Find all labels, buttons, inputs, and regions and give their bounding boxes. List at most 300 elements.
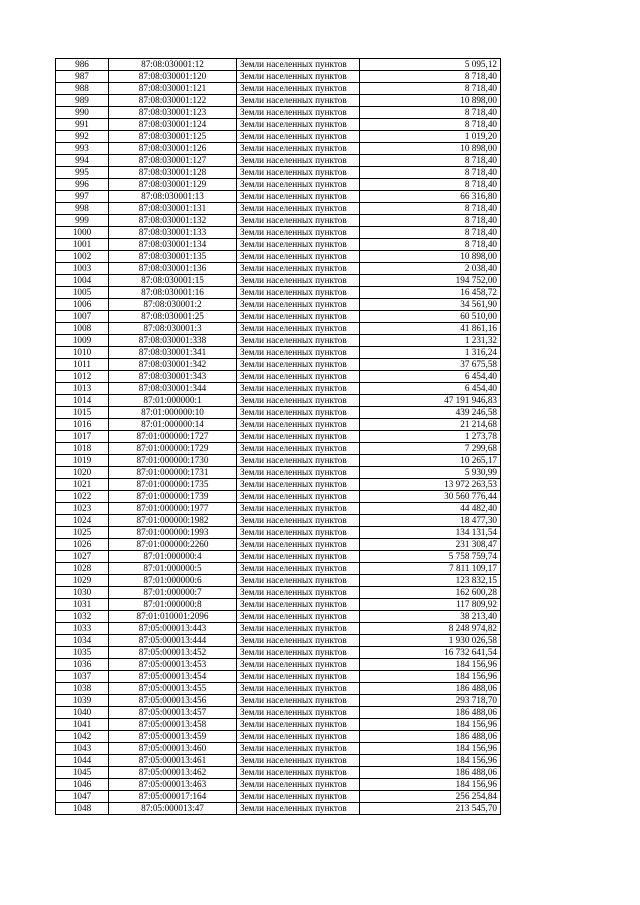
row-number-cell: 1029	[56, 575, 109, 587]
cadastral-value-cell: 16 732 641,54	[360, 647, 501, 659]
table-row	[56, 551, 501, 563]
cadastral-value-cell: 6 454,40	[360, 371, 501, 383]
land-category-cell: Земли населенных пунктов	[237, 95, 360, 107]
cadastral-number-cell: 87:08:030001:125	[109, 131, 237, 143]
table-row	[56, 71, 501, 83]
row-number-cell: 1041	[56, 719, 109, 731]
table-row	[56, 359, 501, 371]
cadastral-value-cell: 10 265,17	[360, 455, 501, 467]
cadastral-value-cell: 256 254,84	[360, 791, 501, 803]
cadastral-value-cell: 186 488,06	[360, 731, 501, 743]
table-row	[56, 215, 501, 227]
cadastral-number-cell: 87:01:000000:1730	[109, 455, 237, 467]
row-number-cell: 1022	[56, 491, 109, 503]
row-number-cell: 1043	[56, 743, 109, 755]
row-number-cell: 995	[56, 167, 109, 179]
land-category-cell: Земли населенных пунктов	[237, 359, 360, 371]
cadastral-value-cell: 5 930,99	[360, 467, 501, 479]
cadastral-number-cell: 87:01:000000:2260	[109, 539, 237, 551]
cadastral-number-cell: 87:05:000013:444	[109, 635, 237, 647]
cadastral-number-cell: 87:08:030001:128	[109, 167, 237, 179]
cadastral-number-cell: 87:01:000000:5	[109, 563, 237, 575]
row-number-cell: 1010	[56, 347, 109, 359]
cadastral-number-cell: 87:08:030001:123	[109, 107, 237, 119]
land-category-cell: Земли населенных пунктов	[237, 179, 360, 191]
row-number-cell: 997	[56, 191, 109, 203]
land-category-cell: Земли населенных пунктов	[237, 299, 360, 311]
cadastral-value-cell: 8 718,40	[360, 203, 501, 215]
row-number-cell: 1038	[56, 683, 109, 695]
table-row	[56, 95, 501, 107]
cadastral-number-cell: 87:08:030001:13	[109, 191, 237, 203]
cadastral-value-cell: 60 510,00	[360, 311, 501, 323]
row-number-cell: 1009	[56, 335, 109, 347]
table-row	[56, 335, 501, 347]
table-row	[56, 407, 501, 419]
table-row	[56, 155, 501, 167]
row-number-cell: 986	[56, 59, 109, 71]
cadastral-value-cell: 1 930 026,58	[360, 635, 501, 647]
row-number-cell: 996	[56, 179, 109, 191]
cadastral-number-cell: 87:05:000013:452	[109, 647, 237, 659]
cadastral-value-cell: 10 898,00	[360, 143, 501, 155]
cadastral-value-cell: 8 718,40	[360, 167, 501, 179]
cadastral-value-cell: 8 718,40	[360, 215, 501, 227]
table-row	[56, 275, 501, 287]
cadastral-number-cell: 87:05:000013:455	[109, 683, 237, 695]
row-number-cell: 1014	[56, 395, 109, 407]
land-category-cell: Земли населенных пунктов	[237, 167, 360, 179]
land-category-cell: Земли населенных пунктов	[237, 371, 360, 383]
table-row	[56, 599, 501, 611]
land-category-cell: Земли населенных пунктов	[237, 791, 360, 803]
cadastral-number-cell: 87:01:000000:8	[109, 599, 237, 611]
cadastral-value-cell: 7 811 109,17	[360, 563, 501, 575]
land-category-cell: Земли населенных пунктов	[237, 323, 360, 335]
land-category-cell: Земли населенных пунктов	[237, 503, 360, 515]
row-number-cell: 1042	[56, 731, 109, 743]
cadastral-number-cell: 87:05:000013:463	[109, 779, 237, 791]
land-category-cell: Земли населенных пунктов	[237, 527, 360, 539]
land-category-cell: Земли населенных пунктов	[237, 743, 360, 755]
cadastral-value-cell: 184 156,96	[360, 755, 501, 767]
row-number-cell: 1026	[56, 539, 109, 551]
row-number-cell: 1025	[56, 527, 109, 539]
cadastral-number-cell: 87:05:000013:456	[109, 695, 237, 707]
land-category-cell: Земли населенных пунктов	[237, 395, 360, 407]
row-number-cell: 1024	[56, 515, 109, 527]
table-row	[56, 767, 501, 779]
row-number-cell: 1034	[56, 635, 109, 647]
table-body	[56, 59, 501, 815]
row-number-cell: 1011	[56, 359, 109, 371]
cadastral-number-cell: 87:05:000013:462	[109, 767, 237, 779]
row-number-cell: 1047	[56, 791, 109, 803]
row-number-cell: 1046	[56, 779, 109, 791]
land-category-cell: Земли населенных пунктов	[237, 803, 360, 815]
row-number-cell: 1000	[56, 227, 109, 239]
land-category-cell: Земли населенных пунктов	[237, 659, 360, 671]
table-row	[56, 791, 501, 803]
land-category-cell: Земли населенных пунктов	[237, 719, 360, 731]
cadastral-value-cell: 34 561,90	[360, 299, 501, 311]
cadastral-number-cell: 87:08:030001:132	[109, 215, 237, 227]
table-row	[56, 251, 501, 263]
cadastral-value-cell: 10 898,00	[360, 95, 501, 107]
cadastral-value-cell: 1 273,78	[360, 431, 501, 443]
cadastral-number-cell: 87:05:000013:453	[109, 659, 237, 671]
land-category-cell: Земли населенных пунктов	[237, 71, 360, 83]
cadastral-number-cell: 87:08:030001:129	[109, 179, 237, 191]
land-category-cell: Земли населенных пунктов	[237, 383, 360, 395]
cadastral-number-cell: 87:05:000013:443	[109, 623, 237, 635]
row-number-cell: 1023	[56, 503, 109, 515]
cadastral-number-cell: 87:05:000013:460	[109, 743, 237, 755]
table-row	[56, 419, 501, 431]
table-row	[56, 383, 501, 395]
table-row	[56, 467, 501, 479]
row-number-cell: 1039	[56, 695, 109, 707]
cadastral-number-cell: 87:08:030001:131	[109, 203, 237, 215]
table-row	[56, 803, 501, 815]
table-row	[56, 203, 501, 215]
table-row	[56, 491, 501, 503]
land-category-cell: Земли населенных пунктов	[237, 239, 360, 251]
table-row	[56, 287, 501, 299]
land-category-cell: Земли населенных пунктов	[237, 287, 360, 299]
table-row	[56, 611, 501, 623]
table-row	[56, 443, 501, 455]
table-row	[56, 167, 501, 179]
cadastral-number-cell: 87:08:030001:15	[109, 275, 237, 287]
row-number-cell: 1036	[56, 659, 109, 671]
cadastral-number-cell: 87:05:000013:457	[109, 707, 237, 719]
land-category-cell: Земли населенных пунктов	[237, 755, 360, 767]
table-row	[56, 563, 501, 575]
cadastral-number-cell: 87:05:000013:454	[109, 671, 237, 683]
row-number-cell: 990	[56, 107, 109, 119]
cadastral-number-cell: 87:08:030001:2	[109, 299, 237, 311]
row-number-cell: 991	[56, 119, 109, 131]
land-category-cell: Земли населенных пунктов	[237, 671, 360, 683]
cadastral-value-cell: 7 299,68	[360, 443, 501, 455]
cadastral-number-cell: 87:08:030001:136	[109, 263, 237, 275]
row-number-cell: 1045	[56, 767, 109, 779]
row-number-cell: 1002	[56, 251, 109, 263]
cadastral-number-cell: 87:01:000000:1735	[109, 479, 237, 491]
row-number-cell: 1037	[56, 671, 109, 683]
cadastral-value-cell: 8 718,40	[360, 227, 501, 239]
table-row	[56, 83, 501, 95]
cadastral-number-cell: 87:01:000000:1993	[109, 527, 237, 539]
cadastral-value-cell: 2 038,40	[360, 263, 501, 275]
land-category-cell: Земли населенных пунктов	[237, 647, 360, 659]
row-number-cell: 998	[56, 203, 109, 215]
row-number-cell: 1028	[56, 563, 109, 575]
row-number-cell: 1007	[56, 311, 109, 323]
cadastral-value-cell: 8 718,40	[360, 119, 501, 131]
row-number-cell: 1027	[56, 551, 109, 563]
land-category-cell: Земли населенных пунктов	[237, 263, 360, 275]
row-number-cell: 1001	[56, 239, 109, 251]
cadastral-value-cell: 1 231,32	[360, 335, 501, 347]
cadastral-value-cell: 184 156,96	[360, 659, 501, 671]
table-row	[56, 395, 501, 407]
table-row	[56, 719, 501, 731]
row-number-cell: 1031	[56, 599, 109, 611]
table-row	[56, 587, 501, 599]
land-category-cell: Земли населенных пунктов	[237, 551, 360, 563]
cadastral-value-cell: 184 156,96	[360, 671, 501, 683]
row-number-cell: 989	[56, 95, 109, 107]
cadastral-number-cell: 87:01:000000:1739	[109, 491, 237, 503]
land-category-cell: Земли населенных пунктов	[237, 143, 360, 155]
table-row	[56, 227, 501, 239]
cadastral-value-cell: 186 488,06	[360, 707, 501, 719]
cadastral-value-cell: 41 861,16	[360, 323, 501, 335]
row-number-cell: 993	[56, 143, 109, 155]
land-category-cell: Земли населенных пунктов	[237, 455, 360, 467]
cadastral-number-cell: 87:01:000000:1	[109, 395, 237, 407]
land-category-cell: Земли населенных пунктов	[237, 599, 360, 611]
row-number-cell: 1019	[56, 455, 109, 467]
cadastral-value-cell: 186 488,06	[360, 767, 501, 779]
row-number-cell: 1030	[56, 587, 109, 599]
row-number-cell: 1032	[56, 611, 109, 623]
row-number-cell: 1044	[56, 755, 109, 767]
table-row	[56, 539, 501, 551]
row-number-cell: 994	[56, 155, 109, 167]
table-row	[56, 743, 501, 755]
cadastral-number-cell: 87:01:000000:14	[109, 419, 237, 431]
table-row	[56, 575, 501, 587]
cadastral-number-cell: 87:08:030001:3	[109, 323, 237, 335]
cadastral-number-cell: 87:01:000000:1731	[109, 467, 237, 479]
cadastral-number-cell: 87:01:000000:7	[109, 587, 237, 599]
cadastral-number-cell: 87:08:030001:12	[109, 59, 237, 71]
table-row	[56, 707, 501, 719]
row-number-cell: 999	[56, 215, 109, 227]
cadastral-number-cell: 87:08:030001:120	[109, 71, 237, 83]
land-category-cell: Земли населенных пунктов	[237, 467, 360, 479]
row-number-cell: 1008	[56, 323, 109, 335]
land-category-cell: Земли населенных пунктов	[237, 131, 360, 143]
land-parcel-table	[55, 58, 501, 815]
cadastral-number-cell: 87:08:030001:341	[109, 347, 237, 359]
cadastral-value-cell: 10 898,00	[360, 251, 501, 263]
cadastral-value-cell: 8 718,40	[360, 107, 501, 119]
table-row	[56, 239, 501, 251]
land-category-cell: Земли населенных пунктов	[237, 563, 360, 575]
cadastral-number-cell: 87:01:000000:1729	[109, 443, 237, 455]
cadastral-number-cell: 87:01:000000:4	[109, 551, 237, 563]
row-number-cell: 1035	[56, 647, 109, 659]
cadastral-number-cell: 87:05:000013:461	[109, 755, 237, 767]
cadastral-value-cell: 1 019,20	[360, 131, 501, 143]
row-number-cell: 1004	[56, 275, 109, 287]
cadastral-number-cell: 87:05:000013:47	[109, 803, 237, 815]
table-row	[56, 755, 501, 767]
land-category-cell: Земли населенных пунктов	[237, 539, 360, 551]
cadastral-value-cell: 66 316,80	[360, 191, 501, 203]
cadastral-value-cell: 18 477,30	[360, 515, 501, 527]
land-category-cell: Земли населенных пунктов	[237, 59, 360, 71]
land-category-cell: Земли населенных пунктов	[237, 779, 360, 791]
land-category-cell: Земли населенных пунктов	[237, 695, 360, 707]
land-category-cell: Земли населенных пунктов	[237, 443, 360, 455]
cadastral-number-cell: 87:08:030001:126	[109, 143, 237, 155]
cadastral-number-cell: 87:08:030001:344	[109, 383, 237, 395]
table-row	[56, 779, 501, 791]
table-row	[56, 191, 501, 203]
row-number-cell: 1012	[56, 371, 109, 383]
land-category-cell: Земли населенных пунктов	[237, 407, 360, 419]
cadastral-number-cell: 87:08:030001:342	[109, 359, 237, 371]
land-category-cell: Земли населенных пунктов	[237, 623, 360, 635]
cadastral-number-cell: 87:01:000000:6	[109, 575, 237, 587]
cadastral-number-cell: 87:08:030001:122	[109, 95, 237, 107]
cadastral-value-cell: 117 809,92	[360, 599, 501, 611]
cadastral-number-cell: 87:08:030001:343	[109, 371, 237, 383]
cadastral-number-cell: 87:08:030001:124	[109, 119, 237, 131]
land-category-cell: Земли населенных пунктов	[237, 683, 360, 695]
cadastral-number-cell: 87:05:000013:458	[109, 719, 237, 731]
table-row	[56, 647, 501, 659]
cadastral-value-cell: 213 545,70	[360, 803, 501, 815]
cadastral-value-cell: 134 131,54	[360, 527, 501, 539]
land-category-cell: Земли населенных пунктов	[237, 251, 360, 263]
land-category-cell: Земли населенных пунктов	[237, 515, 360, 527]
table-row	[56, 623, 501, 635]
cadastral-number-cell: 87:08:030001:133	[109, 227, 237, 239]
land-category-cell: Земли населенных пунктов	[237, 227, 360, 239]
cadastral-number-cell: 87:01:010001:2096	[109, 611, 237, 623]
cadastral-value-cell: 293 718,70	[360, 695, 501, 707]
cadastral-value-cell: 1 316,24	[360, 347, 501, 359]
land-category-cell: Земли населенных пунктов	[237, 275, 360, 287]
land-category-cell: Земли населенных пунктов	[237, 767, 360, 779]
cadastral-number-cell: 87:01:000000:1727	[109, 431, 237, 443]
row-number-cell: 1021	[56, 479, 109, 491]
cadastral-value-cell: 8 718,40	[360, 83, 501, 95]
cadastral-value-cell: 184 156,96	[360, 719, 501, 731]
land-category-cell: Земли населенных пунктов	[237, 347, 360, 359]
cadastral-value-cell: 186 488,06	[360, 683, 501, 695]
table-row	[56, 659, 501, 671]
table-row	[56, 179, 501, 191]
row-number-cell: 1006	[56, 299, 109, 311]
table-row	[56, 503, 501, 515]
table-row	[56, 131, 501, 143]
cadastral-value-cell: 44 482,40	[360, 503, 501, 515]
table-row	[56, 347, 501, 359]
table-row	[56, 119, 501, 131]
land-category-cell: Земли населенных пунктов	[237, 587, 360, 599]
row-number-cell: 992	[56, 131, 109, 143]
cadastral-value-cell: 123 832,15	[360, 575, 501, 587]
cadastral-number-cell: 87:08:030001:134	[109, 239, 237, 251]
land-category-cell: Земли населенных пунктов	[237, 191, 360, 203]
cadastral-value-cell: 5 758 759,74	[360, 551, 501, 563]
land-category-cell: Земли населенных пунктов	[237, 155, 360, 167]
cadastral-value-cell: 21 214,68	[360, 419, 501, 431]
row-number-cell: 1005	[56, 287, 109, 299]
table-row	[56, 299, 501, 311]
land-category-cell: Земли населенных пунктов	[237, 83, 360, 95]
table-row	[56, 731, 501, 743]
cadastral-value-cell: 5 095,12	[360, 59, 501, 71]
cadastral-value-cell: 8 718,40	[360, 239, 501, 251]
cadastral-value-cell: 37 675,58	[360, 359, 501, 371]
table-row	[56, 527, 501, 539]
cadastral-value-cell: 8 718,40	[360, 155, 501, 167]
land-category-cell: Земли населенных пунктов	[237, 611, 360, 623]
table-row	[56, 371, 501, 383]
table-row	[56, 695, 501, 707]
row-number-cell: 1017	[56, 431, 109, 443]
row-number-cell: 1040	[56, 707, 109, 719]
land-category-cell: Земли населенных пунктов	[237, 431, 360, 443]
land-category-cell: Земли населенных пунктов	[237, 419, 360, 431]
cadastral-value-cell: 30 560 776,44	[360, 491, 501, 503]
cadastral-number-cell: 87:05:000013:459	[109, 731, 237, 743]
row-number-cell: 1003	[56, 263, 109, 275]
cadastral-number-cell: 87:08:030001:121	[109, 83, 237, 95]
table-row	[56, 635, 501, 647]
row-number-cell: 987	[56, 71, 109, 83]
cadastral-value-cell: 231 308,47	[360, 539, 501, 551]
table-row	[56, 59, 501, 71]
row-number-cell: 1016	[56, 419, 109, 431]
cadastral-value-cell: 184 156,96	[360, 779, 501, 791]
table-row	[56, 107, 501, 119]
cadastral-value-cell: 194 752,00	[360, 275, 501, 287]
cadastral-number-cell: 87:05:000017:164	[109, 791, 237, 803]
land-category-cell: Земли населенных пунктов	[237, 491, 360, 503]
cadastral-value-cell: 16 458,72	[360, 287, 501, 299]
table-row	[56, 431, 501, 443]
cadastral-value-cell: 38 213,40	[360, 611, 501, 623]
cadastral-value-cell: 8 718,40	[360, 179, 501, 191]
row-number-cell: 988	[56, 83, 109, 95]
land-category-cell: Земли населенных пунктов	[237, 107, 360, 119]
table-row	[56, 683, 501, 695]
table-row	[56, 143, 501, 155]
cadastral-value-cell: 6 454,40	[360, 383, 501, 395]
row-number-cell: 1013	[56, 383, 109, 395]
land-category-cell: Земли населенных пунктов	[237, 575, 360, 587]
cadastral-number-cell: 87:01:000000:10	[109, 407, 237, 419]
land-category-cell: Земли населенных пунктов	[237, 707, 360, 719]
land-category-cell: Земли населенных пунктов	[237, 119, 360, 131]
table-row	[56, 323, 501, 335]
cadastral-number-cell: 87:01:000000:1977	[109, 503, 237, 515]
table-row	[56, 455, 501, 467]
land-category-cell: Земли населенных пунктов	[237, 311, 360, 323]
land-category-cell: Земли населенных пунктов	[237, 215, 360, 227]
land-category-cell: Земли населенных пунктов	[237, 335, 360, 347]
row-number-cell: 1018	[56, 443, 109, 455]
table-row	[56, 263, 501, 275]
cadastral-number-cell: 87:08:030001:16	[109, 287, 237, 299]
land-category-cell: Земли населенных пунктов	[237, 479, 360, 491]
table-row	[56, 515, 501, 527]
land-category-cell: Земли населенных пунктов	[237, 635, 360, 647]
land-category-cell: Земли населенных пунктов	[237, 731, 360, 743]
cadastral-number-cell: 87:01:000000:1982	[109, 515, 237, 527]
cadastral-value-cell: 8 248 974,82	[360, 623, 501, 635]
row-number-cell: 1015	[56, 407, 109, 419]
